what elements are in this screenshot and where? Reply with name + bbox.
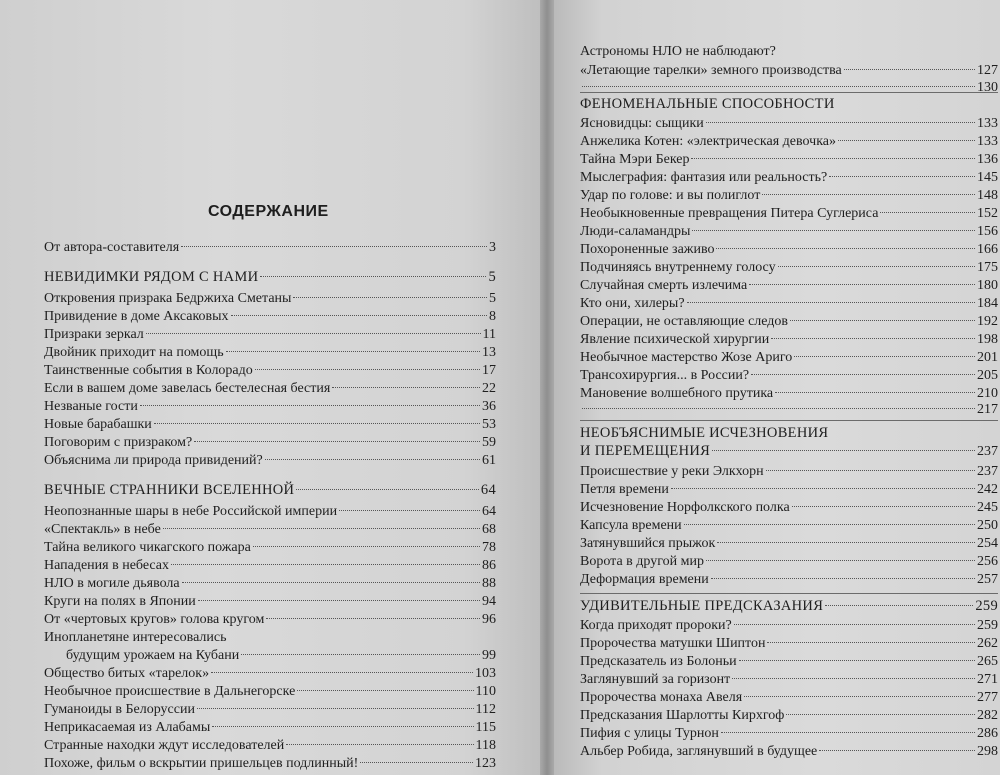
toc-entry: Анжелика Котен: «электрическая девочка» 133 [580,134,998,149]
toc-section: ФЕНОМЕНАЛЬНЫЕ СПОСОБНОСТИ [580,96,835,112]
toc-section: ВЕЧНЫЕ СТРАННИКИ ВСЕЛЕННОЙ 64 [44,482,496,498]
toc-entry: Исчезновение Норфолкского полка 245 [580,500,998,515]
toc-entry: НЛО в могиле дьявола 88 [44,576,496,591]
toc-entry: Мыслеграфия: фантазия или реальность? 145 [580,170,998,185]
toc-section-page: 237 [710,442,998,461]
toc-entry: Общество битых «тарелок» 103 [44,666,496,681]
section-rule [580,420,998,421]
toc-entry: «Летающие тарелки» земного производства 127 [580,63,998,78]
toc-entry: От «чертовых кругов» голова кругом 96 [44,612,496,627]
toc-entry: Случайная смерть излечима 180 [580,278,998,293]
toc-entry: «Спектакль» в небе 68 [44,522,496,537]
toc-entry: Альбер Робида, заглянувший в будущее 298 [580,744,998,759]
toc-entry: Операции, не оставляющие следов 192 [580,314,998,329]
toc-entry: Странные находки ждут исследователей 118 [44,738,496,753]
contents-heading: СОДЕРЖАНИЕ [208,203,329,220]
toc-entry: Трансохирургия... в России? 205 [580,368,998,383]
toc-entry: Гуманоиды в Белоруссии 112 [44,702,496,717]
toc-entry: Предсказатель из Болоньи 265 [580,654,998,669]
toc-entry: Необычное мастерство Жозе Ариго 201 [580,350,998,365]
toc-entry-line2: будущим урожаем на Кубани 99 [66,648,496,663]
toc-entry: Похоже, фильм о вскрытии пришельцев подлинный! 123 [44,756,496,771]
section-rule [580,92,998,93]
toc-entry: Таинственные события в Колорадо 17 [44,363,496,378]
toc-entry: Ясновидцы: сыщики 133 [580,116,998,131]
toc-entry: Привидение в доме Аксаковых 8 [44,309,496,324]
toc-entry: Объяснима ли природа привидений? 61 [44,453,496,468]
toc-entry: Пророчества монаха Авеля 277 [580,690,998,705]
toc-entry: Поговорим с призраком? 59 [44,435,496,450]
section-title-line1: НЕОБЪЯСНИМЫЕ ИСЧЕЗНОВЕНИЯ [580,425,829,441]
toc-entry: Необыкновенные превращения Питера Суглериса 152 [580,206,998,221]
toc-entry: Ворота в другой мир 256 [580,554,998,569]
toc-entry: Явление психической хирургии 198 [580,332,998,347]
toc-entry: Откровения призрака Бедржиха Сметаны 5 [44,291,496,306]
toc-entry: Призраки зеркал 11 [44,327,496,342]
toc-entry: Круги на полях в Японии 94 [44,594,496,609]
toc-section: НЕВИДИМКИ РЯДОМ С НАМИ 5 [44,269,496,285]
toc-entry: Пифия с улицы Турнон 286 [580,726,998,741]
section-title-line2: И ПЕРЕМЕЩЕНИЯ [580,443,711,459]
toc-entry: Заглянувший за горизонт 271 [580,672,998,687]
toc-entry: Капсула времени 250 [580,518,998,533]
toc-entry: Предсказания Шарлотты Кирхгоф 282 [580,708,998,723]
toc-entry: 130 [580,78,998,97]
toc-entry: Нападения в небесах 86 [44,558,496,573]
book-gutter [540,0,554,775]
toc-entry: Незваные гости 36 [44,399,496,414]
toc-entry: Необычное происшествие в Дальнегорске 110 [44,684,496,699]
toc-entry-line1: Астрономы НЛО не наблюдают? [580,44,776,59]
toc-entry: Тайна великого чикагского пожара 78 [44,540,496,555]
section-rule [580,593,998,594]
toc-entry: Тайна Мэри Бекер 136 [580,152,998,167]
toc-entry: Если в вашем доме завелась бестелесная бестия 22 [44,381,496,396]
toc-entry: Пророчества матушки Шиптон 262 [580,636,998,651]
toc-entry: Происшествие у реки Элкхорн 237 [580,464,998,479]
toc-entry: Неопознанные шары в небе Российской империи 64 [44,504,496,519]
toc-entry: Кто они, хилеры? 184 [580,296,998,311]
toc-entry: Двойник приходит на помощь 13 [44,345,496,360]
toc-entry: Подчиняясь внутреннему голосу 175 [580,260,998,275]
toc-entry: Неприкасаемая из Алабамы 115 [44,720,496,735]
toc-entry: Петля времени 242 [580,482,998,497]
toc-entry: От автора-составителя 3 [44,240,496,255]
toc-entry: Затянувшийся прыжок 254 [580,536,998,551]
toc-entry-line1: Инопланетяне интересовались [44,630,227,645]
toc-entry: Мановение волшебного прутика 210 [580,386,998,401]
toc-entry: Новые барабашки 53 [44,417,496,432]
toc-section: УДИВИТЕЛЬНЫЕ ПРЕДСКАЗАНИЯ 259 [580,598,998,614]
toc-entry: Похороненные заживо 166 [580,242,998,257]
toc-entry: 217 [580,400,998,419]
toc-entry: Деформация времени 257 [580,572,998,587]
toc-entry: Удар по голове: и вы полиглот 148 [580,188,998,203]
toc-entry: Когда приходят пророки? 259 [580,618,998,633]
toc-entry: Люди-саламандры 156 [580,224,998,239]
